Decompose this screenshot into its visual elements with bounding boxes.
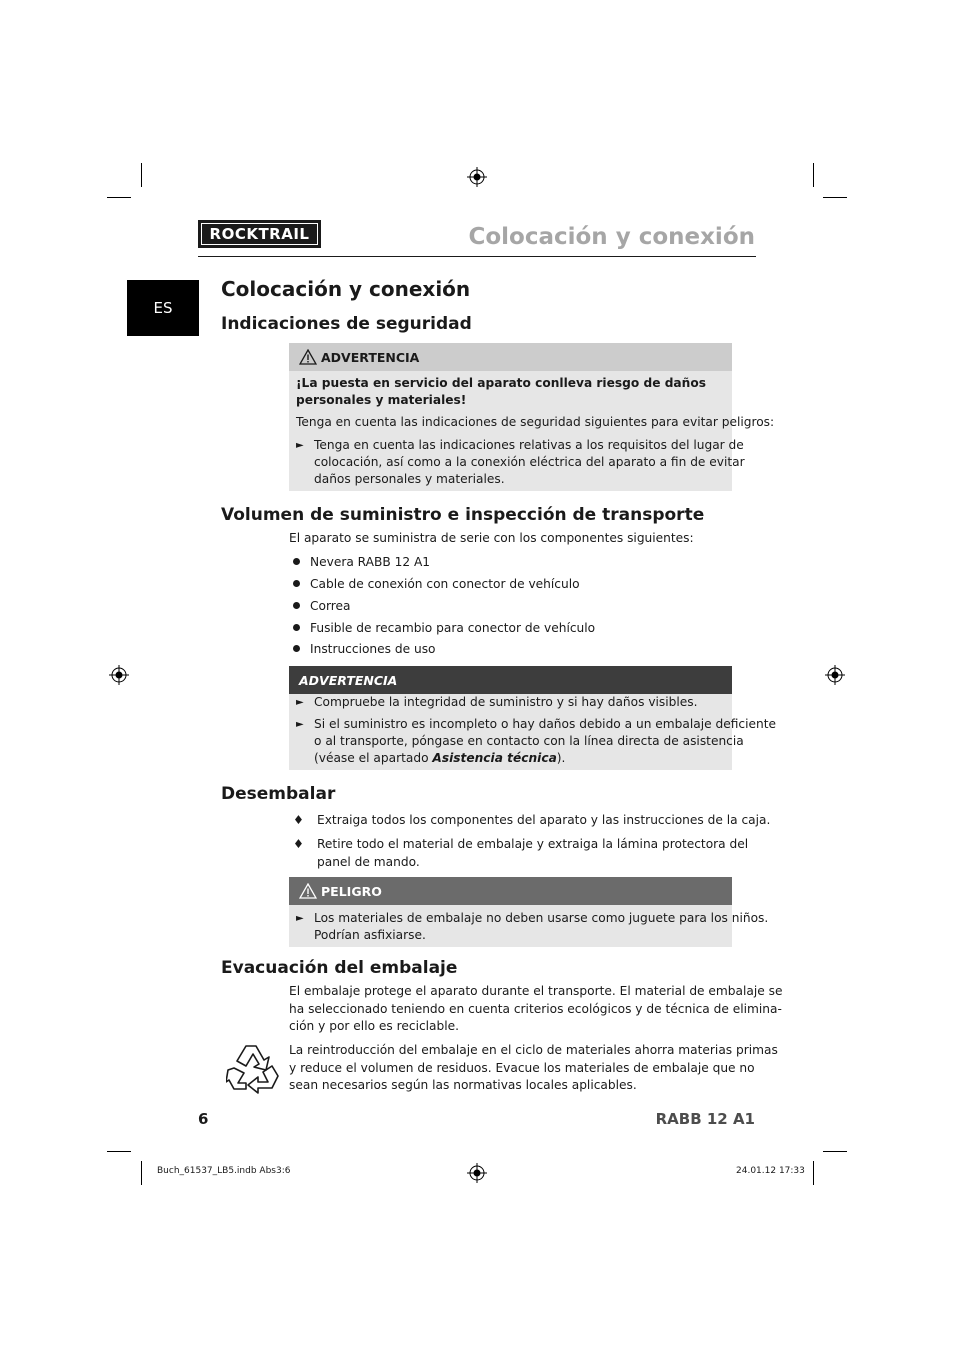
page-number: 6 (198, 1110, 209, 1128)
arrow-icon: ► (296, 719, 304, 730)
crop-mark (107, 1151, 131, 1152)
section-heading-disposal: Evacuación del embalaje (221, 958, 458, 978)
list-item-line: panel de mando. (317, 855, 420, 869)
print-slug-date: 24.01.12 17:33 (736, 1166, 805, 1176)
list-item-line: Tenga en cuenta las indicaciones relativas a los requisitos del lugar de (314, 438, 744, 452)
list-item: Correa (293, 598, 350, 615)
section-heading-supply: Volumen de suministro e inspección de transporte (221, 505, 705, 525)
bullet-icon (293, 602, 300, 609)
arrow-icon: ► (296, 697, 304, 708)
crop-mark (823, 1151, 847, 1152)
crop-mark (813, 163, 814, 187)
list-item-line: Podrían asfixiarse. (314, 928, 426, 942)
section-heading-unpack: Desembalar (221, 784, 336, 804)
warning-intro: Tenga en cuenta las indicaciones de seguridad siguientes para evitar peligros: (296, 415, 775, 429)
list-item: Nevera RABB 12 A1 (293, 554, 430, 571)
warning-triangle-icon (299, 883, 317, 899)
recycle-icon (226, 1040, 284, 1096)
crop-mark (141, 163, 142, 187)
danger-box-label: PELIGRO (321, 883, 382, 899)
warning-bold-line: personales y materiales! (296, 393, 467, 407)
disposal-paragraph: El embalaje protege el aparato durante el transporte. El material de embalaje se ha seleccionado teniendo en cuenta criterios ecológicos y de técnica de elimina- ción y por ello es reciclable. (289, 984, 783, 1033)
bullet-icon (293, 580, 300, 587)
diamond-bullet-icon: ♦ (293, 837, 304, 851)
bullet-icon (293, 624, 300, 631)
brand-logo: ROCKTRAIL (198, 220, 321, 248)
cross-reference: Asistencia técnica (432, 751, 557, 765)
supply-intro: El aparato se suministra de serie con los componentes siguientes: (289, 531, 694, 545)
page-title: Colocación y conexión (221, 277, 471, 301)
crop-mark (107, 197, 131, 198)
arrow-icon: ► (296, 913, 304, 924)
list-item-line: Los materiales de embalaje no deben usarse como juguete para los niños. (314, 911, 769, 925)
advertencia-box-label: ADVERTENCIA (299, 672, 398, 688)
list-item-line: (véase el apartado Asistencia técnica). (314, 751, 566, 765)
list-item: Fusible de recambio para conector de vehículo (293, 620, 595, 637)
warning-triangle-icon (299, 349, 317, 365)
warning-bold-line: ¡La puesta en servicio del aparato conlleva riesgo de daños (296, 376, 706, 390)
list-item-line: Si el suministro es incompleto o hay daños debido a un embalaje deficiente (314, 717, 776, 731)
bullet-icon (293, 558, 300, 565)
header-divider (198, 256, 756, 257)
arrow-icon: ► (296, 440, 304, 451)
list-item-line: daños personales y materiales. (314, 472, 505, 486)
list-item-line: colocación, así como a la conexión eléctrica del aparato a fin de evitar (314, 455, 745, 469)
list-item: Instrucciones de uso (293, 641, 436, 658)
list-item: Cable de conexión con conector de vehículo (293, 576, 580, 593)
registration-mark-icon (825, 665, 845, 685)
list-item-line: o al transporte, póngase en contacto con la línea directa de asistencia (314, 734, 744, 748)
crop-mark (813, 1161, 814, 1185)
header-title: Colocación y conexión (468, 224, 755, 250)
registration-mark-icon (467, 1163, 487, 1183)
advertencia-box-header (289, 666, 732, 694)
crop-mark (141, 1161, 142, 1185)
bullet-icon (293, 645, 300, 652)
language-tab: ES (127, 280, 199, 336)
danger-box-header (289, 877, 732, 905)
registration-mark-icon (109, 665, 129, 685)
diamond-bullet-icon: ♦ (293, 813, 304, 827)
warning-box-header (289, 343, 732, 371)
registration-mark-icon (467, 167, 487, 187)
warning-box-label: ADVERTENCIA (321, 349, 420, 365)
print-slug-file: Buch_61537_LB5.indb Abs3:6 (157, 1166, 291, 1176)
disposal-paragraph: La reintroducción del embalaje en el ciclo de materiales ahorra materias primas y reduce el volumen de residuos. Evacue los materiales de embalaje que no sean necesarios según las normativas locales aplicables. (289, 1043, 778, 1092)
crop-mark (823, 197, 847, 198)
list-item-line: Retire todo el material de embalaje y extraiga la lámina protectora del (317, 837, 749, 851)
model-name: RABB 12 A1 (655, 1110, 755, 1128)
section-heading-safety: Indicaciones de seguridad (221, 314, 472, 334)
